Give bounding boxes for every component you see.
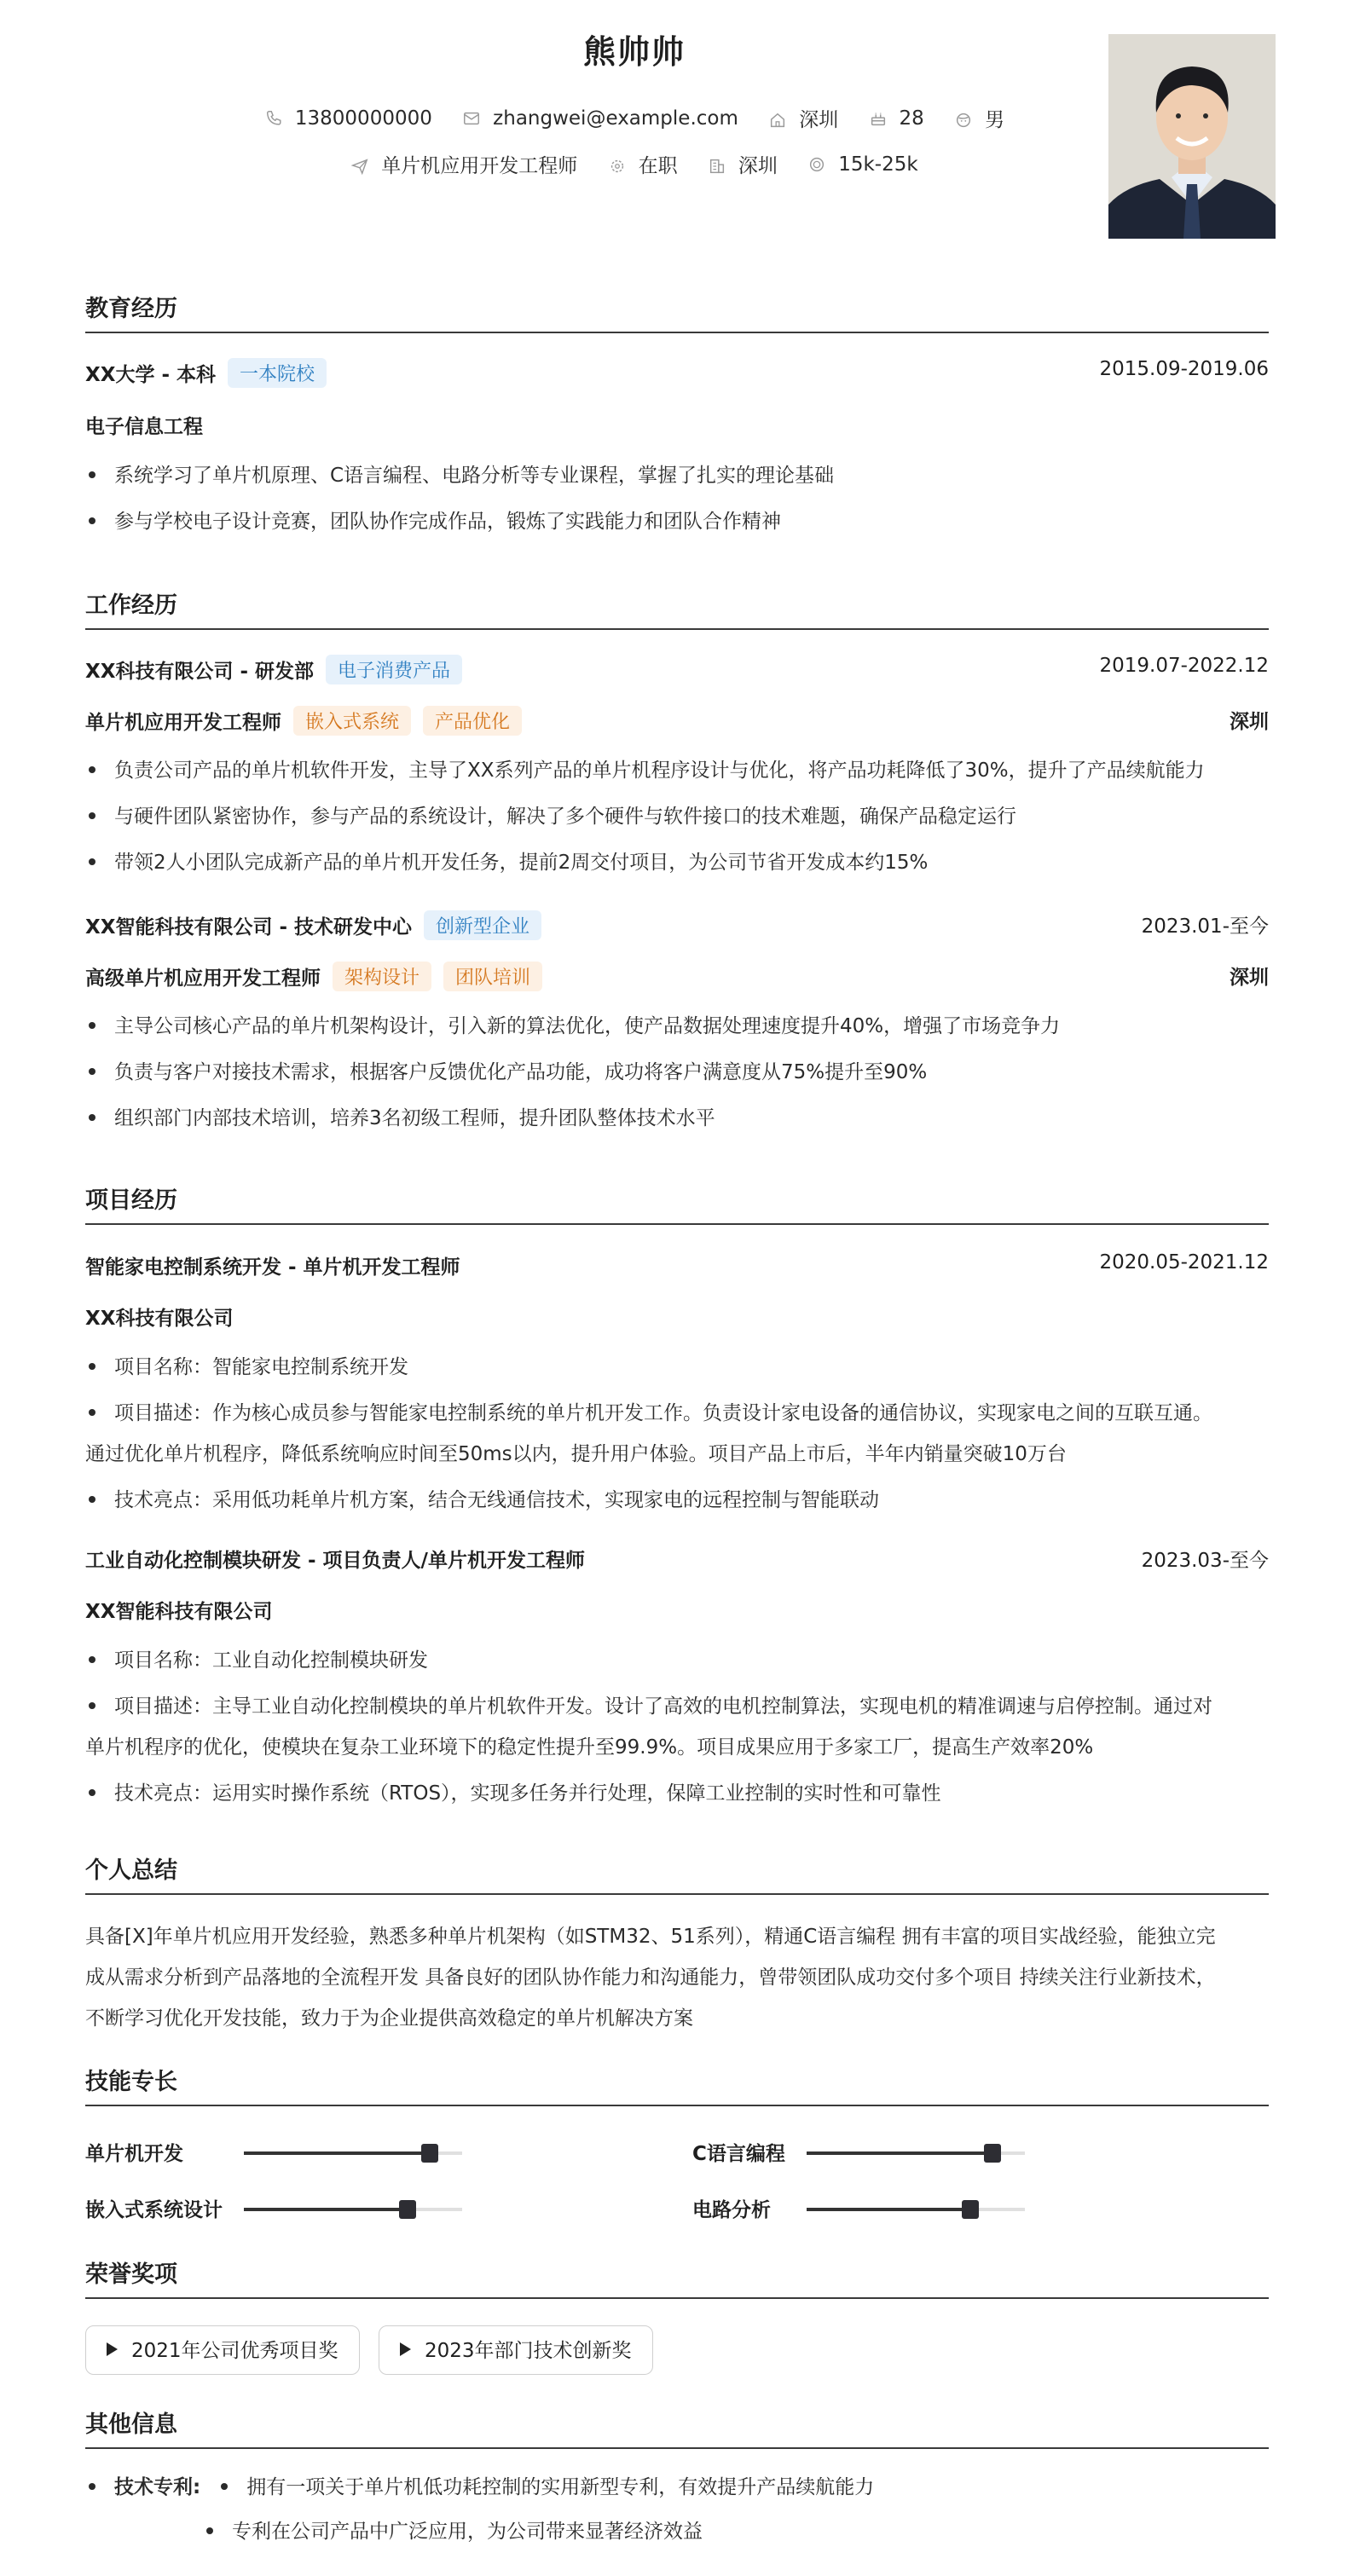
job-header	[85, 910, 1269, 940]
play-icon	[400, 2342, 411, 2356]
patent-label: 技术专利:	[114, 2476, 201, 2498]
awards-section-title: 荣誉奖项	[85, 2255, 1269, 2299]
company-tag: 电子消费产品	[326, 655, 462, 684]
job-info-row	[85, 150, 1183, 178]
education-section-title: 教育经历	[85, 290, 1269, 333]
list-item: 技术亮点：运用实时操作系统（RTOS），实现多任务并行处理，保障工业控制的实时性和可靠性	[85, 1773, 1269, 1814]
company-name: XX智能科技有限公司 - 技术研发中心	[85, 916, 413, 939]
status-icon	[608, 157, 627, 176]
email-info: zhangwei@example.com	[462, 107, 738, 130]
skill-level-bar	[807, 2208, 1025, 2211]
home-icon	[768, 111, 787, 130]
job-role-row	[85, 962, 1269, 991]
list-item: 负责公司产品的单片机软件开发，主导了XX系列产品的单片机程序设计与优化，将产品功耗降低了30%，提升了产品续航能力	[85, 750, 1269, 791]
award-badge: 2021年公司优秀项目奖	[85, 2325, 360, 2375]
candidate-name: 熊帅帅	[582, 33, 686, 71]
skill-level-fill	[807, 2151, 992, 2155]
list-item-continuation: 单片机程序的优化，使模块在复杂工业环境下的稳定性提升至99.9%。项目成果应用于多家工厂，提高生产效率20%	[85, 1736, 1094, 1759]
project-dates: 2020.05-2021.12	[1099, 1251, 1269, 1274]
list-item: 主导公司核心产品的单片机架构设计，引入新的算法优化，使产品数据处理速度提升40%，增强了市场竞争力	[85, 1006, 1269, 1047]
skill-level-fill	[244, 2151, 430, 2155]
list-item: 技术专利: 拥有一项关于单片机低功耗控制的实用新型专利，有效提升产品续航能力	[85, 2467, 1269, 2508]
contact-info-row	[85, 104, 1183, 132]
project-company: XX科技有限公司	[85, 1308, 234, 1330]
skills-section-title: 技能专长	[85, 2063, 1269, 2106]
education-header	[85, 358, 1269, 388]
list-item: 带领2人小团队完成新产品的单片机开发任务，提前2周交付项目，为公司节省开发成本约15%	[85, 842, 1269, 883]
work-city-info: 深圳	[708, 150, 778, 178]
skill-level-knob	[962, 2200, 979, 2219]
list-item: 与硬件团队紧密协作，参与产品的系统设计，解决了多个硬件与软件接口的技术难题，确保产品稳定运行	[85, 796, 1269, 837]
education-dates: 2015.09-2019.06	[1099, 358, 1269, 380]
profile-photo	[1108, 34, 1276, 239]
salary-icon	[807, 155, 826, 174]
skill-level-bar	[244, 2151, 462, 2155]
list-item: 专利在公司产品中广泛应用，为公司带来显著经济效益	[203, 2511, 1269, 2552]
list-item: 系统学习了单片机原理、C语言编程、电路分析等专业课程，掌握了扎实的理论基础	[85, 455, 1269, 496]
skill-level-bar	[807, 2151, 1025, 2155]
summary-line: 不断学习优化开发技能，致力于为企业提供高效稳定的单片机解决方案	[85, 2007, 693, 2030]
list-item: 项目描述：主导工业自动化控制模块的单片机软件开发。设计了高效的电机控制算法，实现电机的精准调速与启停控制。通过对	[85, 1686, 1269, 1727]
skill-label: 电路分析	[692, 2199, 771, 2221]
age-info: 28	[869, 107, 924, 130]
list-item: 参与学校电子设计竞赛，团队协作完成作品，锻炼了实践能力和团队合作精神	[85, 501, 1269, 542]
school-tag: 一本院校	[228, 358, 327, 388]
job-location: 深圳	[1230, 967, 1269, 989]
building-icon	[708, 157, 726, 176]
skill-label: 嵌入式系统设计	[85, 2199, 223, 2221]
skill-level-knob	[399, 2200, 416, 2219]
role-tag: 架构设计	[333, 962, 431, 991]
list-item-continuation: 通过优化单片机程序，降低系统响应时间至50ms以内，提升用户体验。项目产品上市后，半年内销量突破10万台	[85, 1443, 1067, 1465]
job-role: 单片机应用开发工程师	[85, 712, 281, 734]
gender-info: 男	[954, 104, 1004, 132]
summary-line: 成从需求分析到产品落地的全流程开发 具备良好的团队协作能力和沟通能力，曾带领团队成功交付多个项目 持续关注行业新技术，	[85, 1967, 1216, 1989]
list-item: 负责与客户对接技术需求，根据客户反馈优化产品功能，成功将客户满意度从75%提升至90%	[85, 1052, 1269, 1093]
phone-info: 13800000000	[264, 107, 432, 130]
list-item: 项目描述：作为核心成员参与智能家电控制系统的单片机开发工作。负责设计家电设备的通信协议，实现家电之间的互联互通。	[85, 1393, 1269, 1434]
skill-level-fill	[244, 2208, 408, 2211]
other-section-title: 其他信息	[85, 2406, 1269, 2449]
gender-icon	[954, 111, 973, 130]
job-role: 高级单片机应用开发工程师	[85, 967, 321, 990]
job-title-info: 单片机应用开发工程师	[350, 150, 577, 178]
award-badge: 2023年部门技术创新奖	[379, 2325, 653, 2375]
major-name: 电子信息工程	[85, 416, 203, 438]
list-item: 项目名称：工业自动化控制模块研发	[85, 1640, 1269, 1681]
project-header	[85, 1251, 1269, 1279]
salary-info: 15k-25k	[807, 153, 917, 176]
school-name: XX大学 - 本科	[85, 364, 217, 386]
project-name: 工业自动化控制模块研发 - 项目负责人/单片机开发工程师	[85, 1550, 585, 1572]
role-tag: 产品优化	[423, 706, 522, 736]
project-company: XX智能科技有限公司	[85, 1601, 273, 1623]
company-name: XX科技有限公司 - 研发部	[85, 661, 315, 683]
project-name: 智能家电控制系统开发 - 单片机开发工程师	[85, 1256, 460, 1279]
project-header	[85, 1545, 1269, 1573]
list-item: 项目名称：智能家电控制系统开发	[85, 1347, 1269, 1388]
summary-section-title: 个人总结	[85, 1851, 1269, 1895]
send-icon	[350, 157, 369, 176]
role-tag: 团队培训	[443, 962, 542, 991]
city-info: 深圳	[768, 104, 838, 132]
skill-level-knob	[421, 2144, 438, 2163]
job-header	[85, 655, 1269, 684]
skill-level-knob	[984, 2144, 1001, 2163]
age-icon	[869, 109, 888, 128]
skill-level-bar	[244, 2208, 462, 2211]
mail-icon	[462, 109, 481, 128]
summary-line: 具备[X]年单片机应用开发经验，熟悉多种单片机架构（如STM32、51系列），精通C语言编程 拥有丰富的项目实战经验，能独立完	[85, 1926, 1216, 1948]
project-dates: 2023.03-至今	[1141, 1550, 1269, 1572]
job-dates: 2019.07-2022.12	[1099, 655, 1269, 677]
company-tag: 创新型企业	[424, 910, 541, 940]
skill-label: 单片机开发	[85, 2143, 183, 2165]
skill-level-fill	[807, 2208, 970, 2211]
job-location: 深圳	[1230, 711, 1269, 733]
status-info: 在职	[608, 150, 678, 178]
projects-section-title: 项目经历	[85, 1181, 1269, 1225]
skill-label: C语言编程	[692, 2143, 785, 2165]
job-role-row	[85, 706, 1269, 736]
play-icon	[107, 2342, 118, 2356]
job-dates: 2023.01-至今	[1141, 915, 1269, 938]
phone-icon	[264, 109, 283, 128]
list-item: 技术亮点：采用低功耗单片机方案，结合无线通信技术，实现家电的远程控制与智能联动	[85, 1480, 1269, 1521]
work-section-title: 工作经历	[85, 586, 1269, 630]
list-item: 组织部门内部技术培训，培养3名初级工程师，提升团队整体技术水平	[85, 1098, 1269, 1139]
role-tag: 嵌入式系统	[293, 706, 411, 736]
